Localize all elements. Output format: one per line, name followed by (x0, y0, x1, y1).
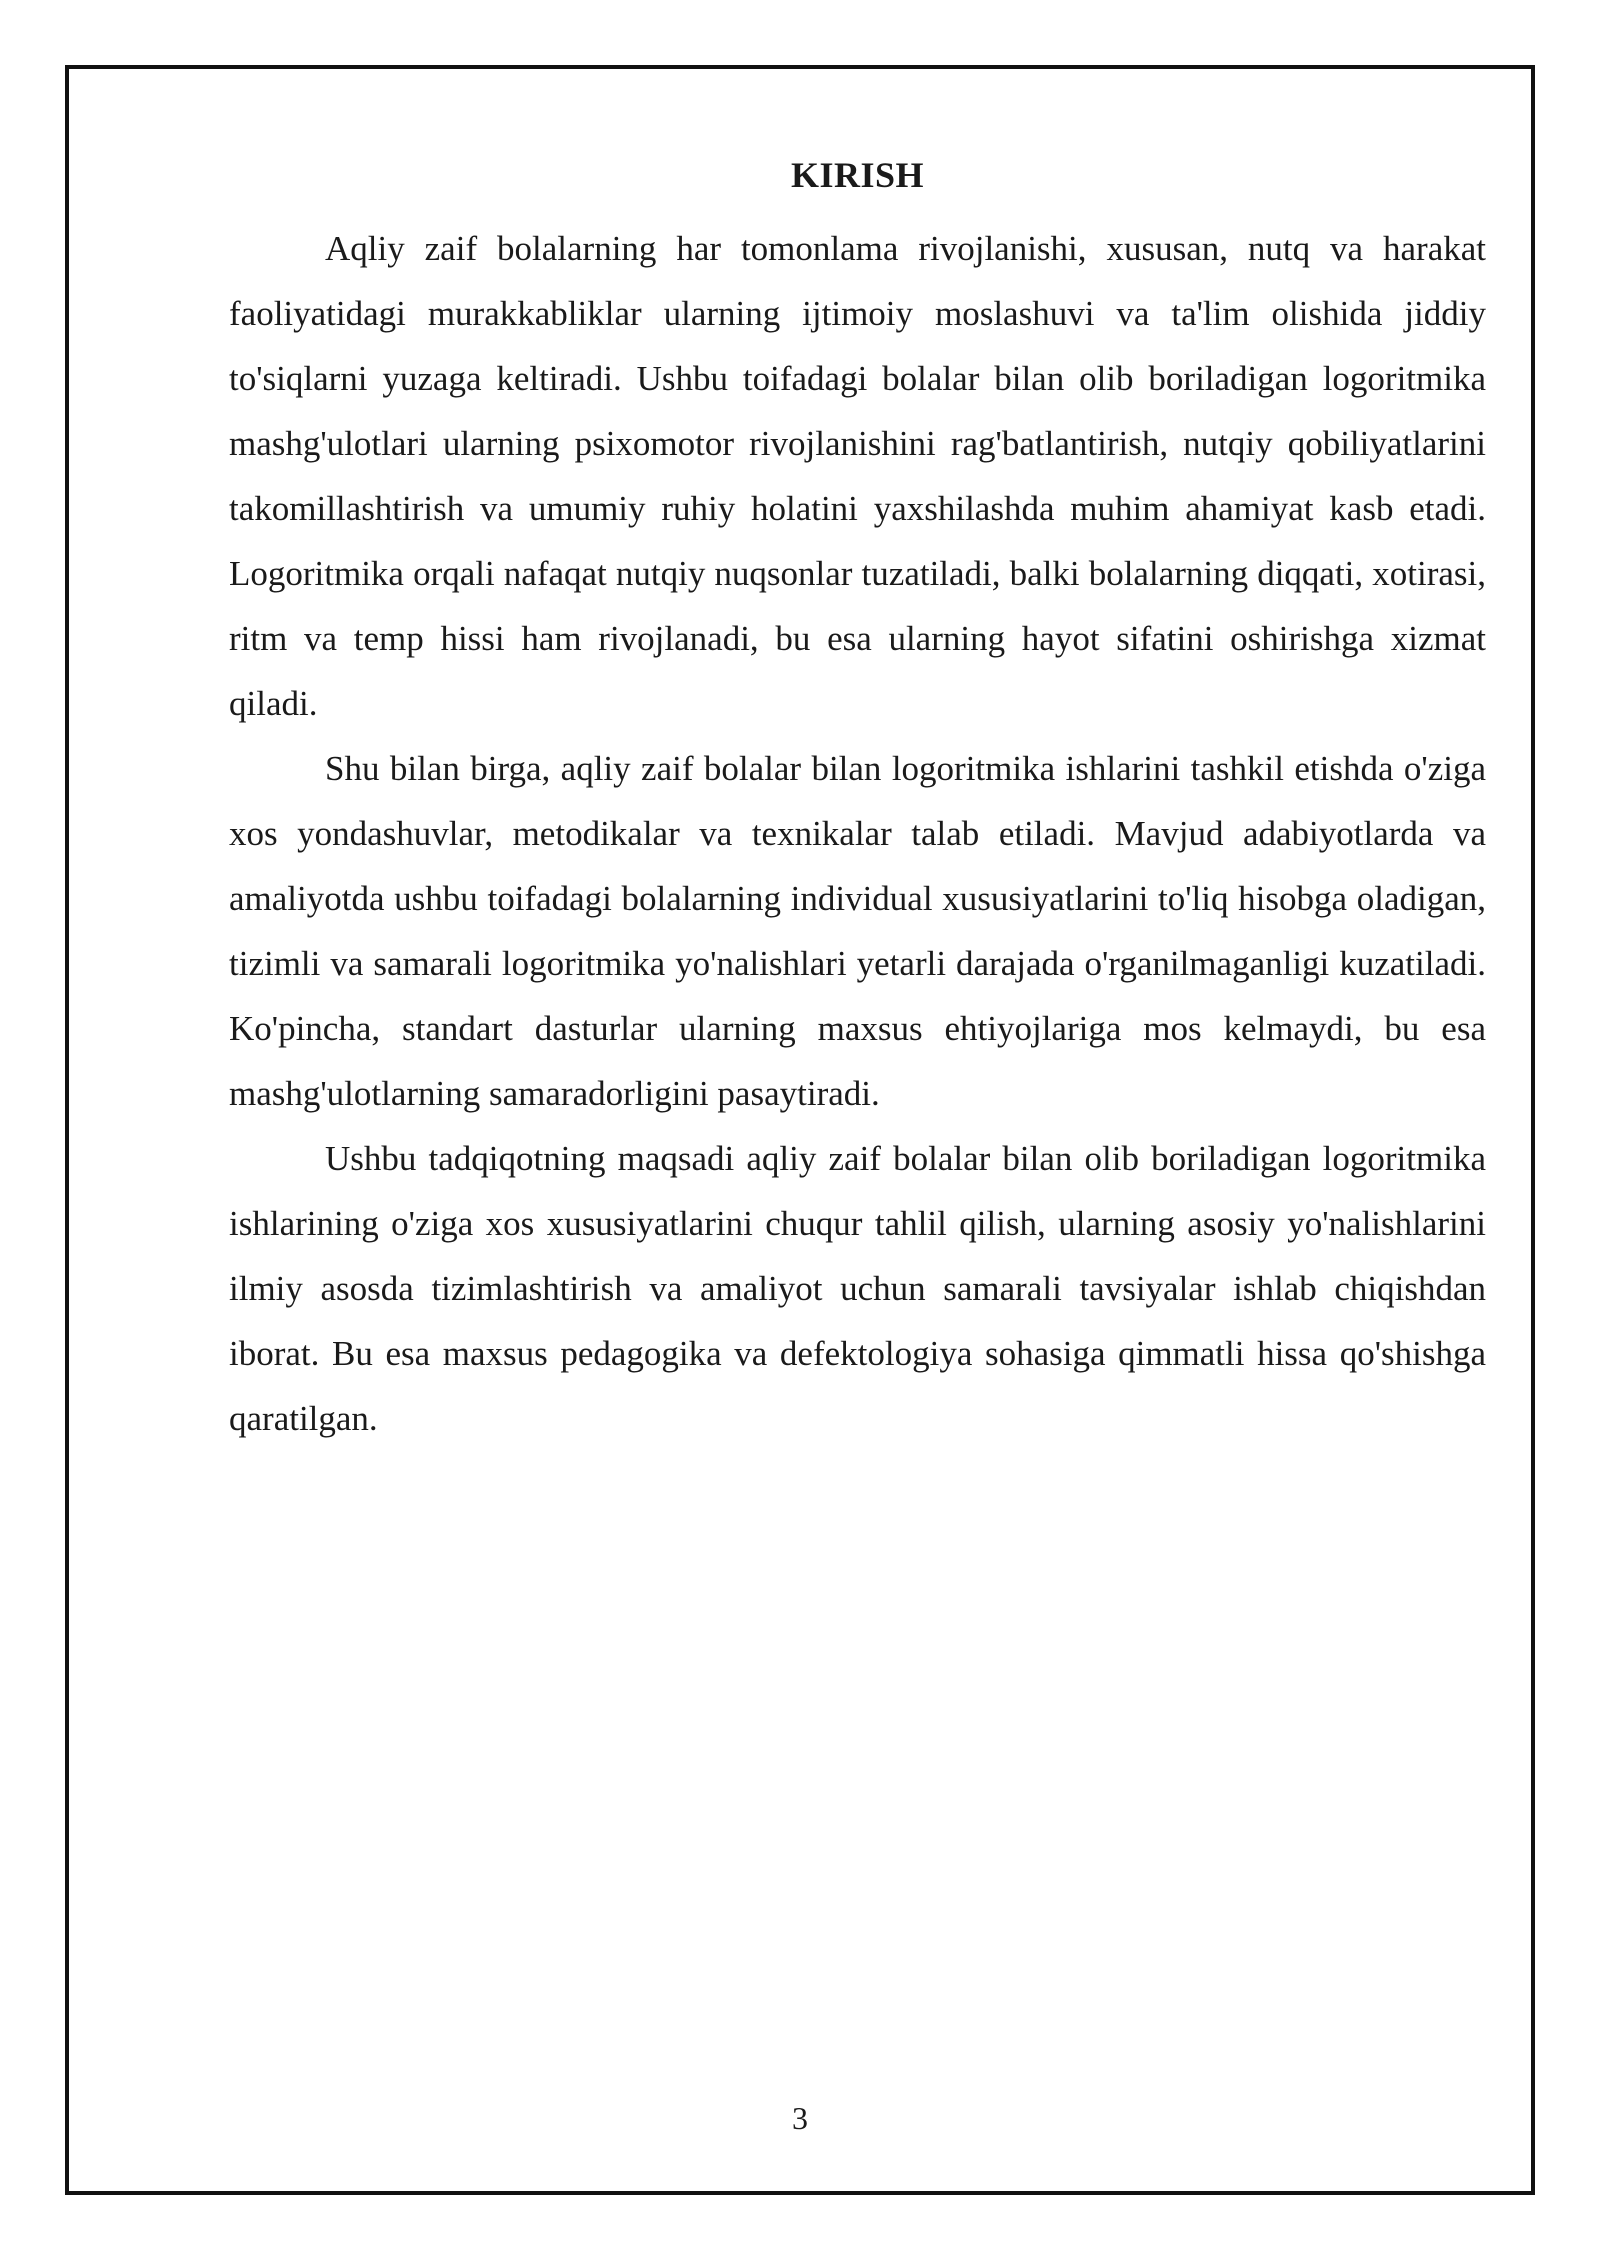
paragraph-3: Ushbu tadqiqotning maqsadi aqliy zaif bolalar bilan olib boriladigan logoritmika ishlarining o'ziga xos xususiyatlarini chuqur tahlil qilish, ularning asosiy yo'nalishlarini ilmiy asosda tizimlashtirish va amaliyot uchun samarali tavsiyalar ishlab chiqishdan iborat. Bu esa maxsus pedagogika va defektologiya sohasiga qimmatli hissa qo'shishga qaratilgan. (229, 1139, 1486, 1438)
document-body (229, 148, 1486, 1451)
paragraph-1: Aqliy zaif bolalarning har tomonlama rivojlanishi, xususan, nutq va harakat faoliyatidagi murakkabliklar ularning ijtimoiy moslashuvi va ta'lim olishida jiddiy to'siqlarni yuzaga keltiradi. Ushbu toifadagi bolalar bilan olib boriladigan logoritmika mashg'ulotlari ularning psixomotor rivojlanishini rag'batlantirish, nutqiy qobiliyatlarini takomillashtirish va umumiy ruhiy holatini yaxshilashda muhim ahamiyat kasb etadi. Logoritmika orqali nafaqat nutqiy nuqsonlar tuzatiladi, balki bolalarning diqqati, xotirasi, ritm va temp hissi ham rivojlanadi, bu esa ularning hayot sifatini oshirishga xizmat qiladi. (229, 229, 1486, 723)
page-number: 3 (792, 2100, 808, 2136)
section-title: KIRISH (790, 155, 925, 195)
paragraph-2: Shu bilan birga, aqliy zaif bolalar bilan logoritmika ishlarini tashkil etishda o'ziga xos yondashuvlar, metodikalar va texnikalar talab etiladi. Mavjud adabiyotlarda va amaliyotda ushbu toifadagi bolalarning individual xususiyatlarini to'liq hisobga oladigan, tizimli va samarali logoritmika yo'nalishlari yetarli darajada o'rganilmaganligi kuzatiladi. Ko'pincha, standart dasturlar ularning maxsus ehtiyojlariga mos kelmaydi, bu esa mashg'ulotlarning samaradorligini pasaytiradi. (229, 749, 1486, 1113)
